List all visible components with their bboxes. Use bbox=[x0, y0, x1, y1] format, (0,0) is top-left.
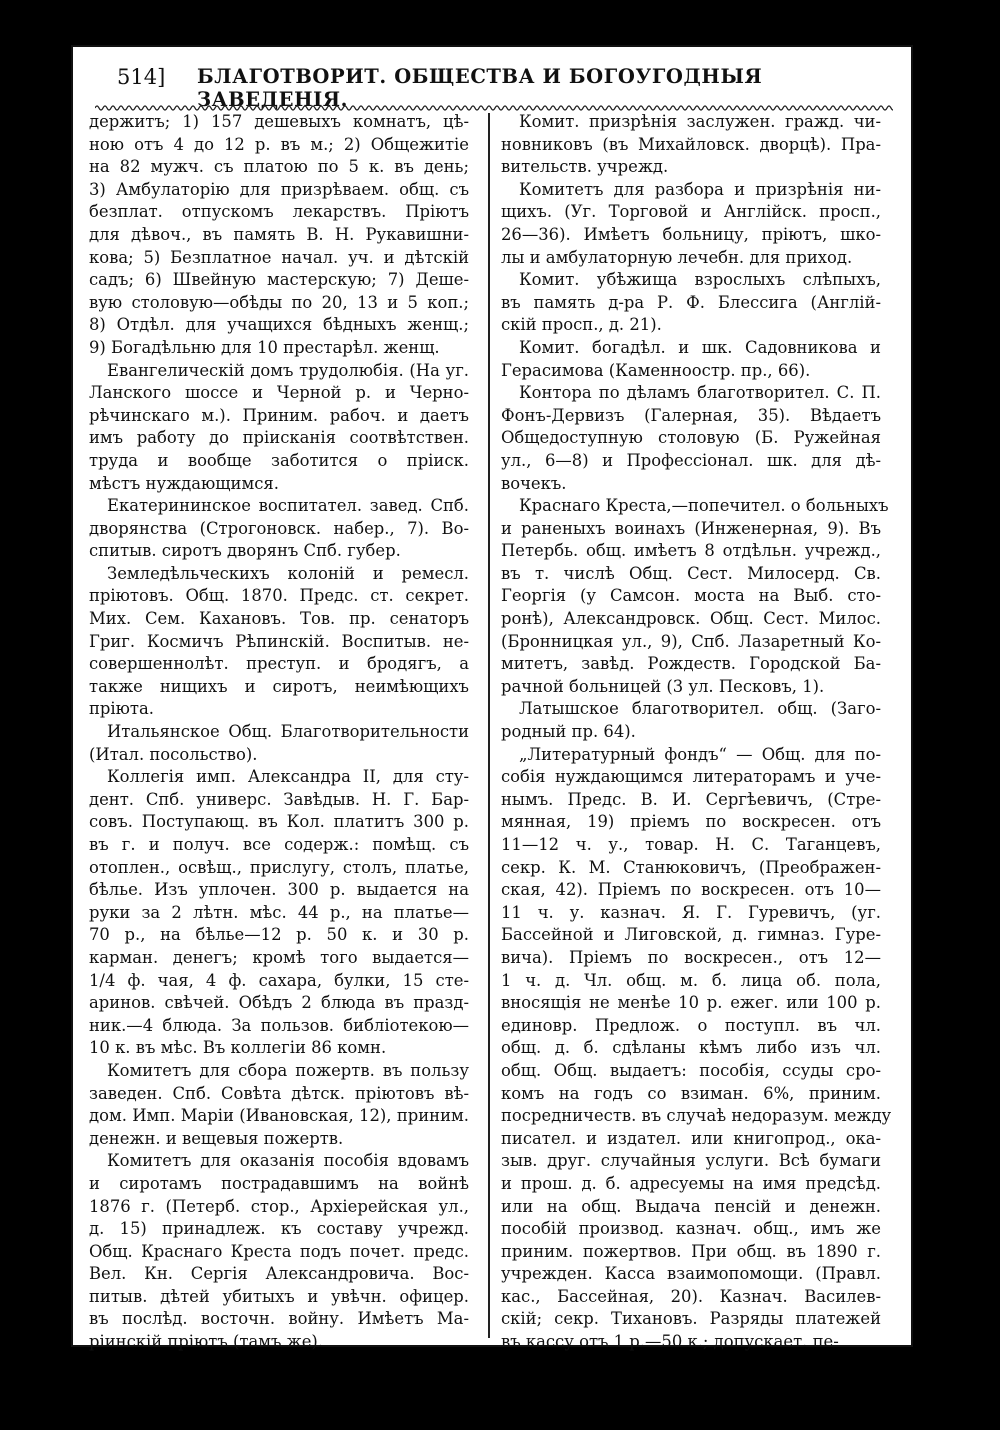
text-line: 11—12 ч. у., товар. Н. С. Таганцевъ, bbox=[501, 835, 881, 854]
text-line: кова; 5) Безплатное начал. уч. и дѣтскій bbox=[89, 247, 469, 267]
text-line: Григ. Космичъ Рѣпинскій. Воспитыв. не- bbox=[89, 631, 469, 651]
text-line: вую столовую—обѣды по 20, 13 и 5 коп.; bbox=[89, 292, 469, 312]
text-line: учрежден. Касса взаимопомощи. (Правл. bbox=[501, 1264, 881, 1284]
page-header bbox=[73, 65, 911, 111]
text-line: Фонъ-Дервизъ (Галерная, 35). Вѣдаетъ bbox=[501, 405, 881, 425]
text-line: ріинскій пріютъ (тамъ же). bbox=[89, 1332, 324, 1352]
text-line: Комит. убѣжища взрослыхъ слѣпыхъ, bbox=[519, 270, 881, 290]
text-line: вочекъ. bbox=[501, 473, 567, 493]
text-line: митетъ, завѣд. Рождеств. Городской Ба- bbox=[501, 654, 881, 674]
text-line: единовр. Предлож. о поступл. въ чл. bbox=[501, 1015, 881, 1035]
text-line: Мих. Сем. Кахановъ. Тов. пр. сенаторъ bbox=[89, 609, 469, 629]
text-line: труда и вообще заботится о пріиск. bbox=[89, 450, 469, 470]
text-line: также нищихъ и сиротъ, неимѣющихъ bbox=[89, 676, 469, 696]
text-line: Общ. Краснаго Креста подъ почет. предс. bbox=[89, 1241, 469, 1261]
text-line: Евангелическій домъ трудолюбія. (На уг. bbox=[107, 360, 469, 380]
text-line: пособій производ. казнач. общ., имъ же bbox=[501, 1219, 881, 1239]
text-line: вительств. учрежд. bbox=[501, 157, 669, 177]
text-line: Вел. Кн. Сергія Александровича. Вос- bbox=[89, 1264, 469, 1284]
text-line: 1 ч. д. Чл. общ. м. б. лица об. пола, bbox=[501, 970, 881, 990]
text-line: дом. Имп. Маріи (Ивановская, 12), приним. bbox=[89, 1106, 469, 1126]
text-line: Ланского шоссе и Черной р. и Черно- bbox=[89, 383, 469, 403]
text-line: въ кассу отъ 1 р.—50 к.; допускает. пе- bbox=[501, 1332, 839, 1352]
text-line: комъ на годъ со взиман. 6%, приним. bbox=[501, 1083, 881, 1103]
text-line: для дѣвоч., въ память В. Н. Рукавишни- bbox=[89, 224, 469, 244]
text-line: Бассейной и Лиговской, д. гимназ. Гуре- bbox=[501, 925, 881, 945]
text-line: Петербь. общ. имѣетъ 8 отдѣльн. учрежд., bbox=[501, 541, 881, 561]
text-line: щихъ. (Уг. Торговой и Англійск. просп., bbox=[501, 202, 881, 222]
text-line: или на общ. Выдача пенсій и денежн. bbox=[501, 1196, 881, 1216]
text-line: Георгія (у Самсон. моста на Выб. сто- bbox=[501, 586, 881, 606]
text-line: Контора по дѣламъ благотворител. С. П. bbox=[519, 383, 881, 403]
text-line: 70 р., на бѣлье—12 р. 50 к. и 30 р. bbox=[89, 925, 469, 945]
text-line: питыв. дѣтей убитыхъ и увѣчн. офицер. bbox=[89, 1286, 469, 1306]
text-line: пріютовъ. Общ. 1870. Предс. ст. секрет. bbox=[89, 586, 469, 606]
text-line: садъ; 6) Швейную мастерскую; 7) Деше- bbox=[89, 270, 469, 290]
text-line: скій просп., д. 21). bbox=[501, 315, 662, 335]
text-line: рѣчинскаго м.). Приним. рабоч. и даетъ bbox=[89, 405, 469, 425]
text-line: дворянства (Строгоновск. набер., 7). Во- bbox=[89, 518, 469, 538]
text-line: общ. Общ. выдаетъ: пособія, ссуды сро- bbox=[501, 1060, 881, 1080]
text-line: общ. д. б. сдѣланы кѣмъ либо изъ чл. bbox=[501, 1038, 881, 1058]
text-line: 10 к. въ мѣс. Въ коллегіи 86 комн. bbox=[89, 1038, 387, 1058]
text-line: родный пр. 64). bbox=[501, 722, 636, 742]
running-title: БЛАГОТВОРИТ. ОБЩЕСТВА И БОГОУГОДНЫЯ ЗАВЕДЕНІЯ. bbox=[197, 65, 763, 111]
text-line: рачной больницей (3 ул. Песковъ, 1). bbox=[501, 676, 825, 696]
text-line: нымъ. Предс. В. И. Сергѣевичъ, (Стре- bbox=[501, 789, 881, 809]
right-column bbox=[501, 111, 892, 1354]
text-line: Комит. богадѣл. и шк. Садовникова и bbox=[519, 337, 881, 357]
text-line: безплат. отпускомъ лекарствъ. Пріютъ bbox=[89, 202, 469, 222]
text-line: (Итал. посольство). bbox=[89, 744, 258, 764]
text-line: 9) Богадѣльню для 10 престарѣл. женщ. bbox=[89, 337, 440, 357]
text-line: ронѣ), Александровск. Общ. Сест. Милос. bbox=[501, 609, 881, 629]
text-line: новниковъ (въ Михайловск. дворцѣ). Пра- bbox=[501, 134, 881, 154]
text-line: „Литературный фондъ“ — Общ. для по- bbox=[519, 744, 881, 764]
text-line: въ память д-ра Р. Ф. Блессига (Англій- bbox=[501, 292, 881, 312]
text-line: и раненыхъ воинахъ (Инженерная, 9). Въ bbox=[501, 518, 881, 538]
left-column bbox=[89, 111, 469, 1354]
text-line: спитыв. сиротъ дворянъ Спб. губер. bbox=[89, 541, 401, 561]
text-line: 11 ч. у. казнач. Я. Г. Гуревичъ, (уг. bbox=[501, 902, 881, 922]
text-line: въ т. числѣ Общ. Сест. Милосерд. Св. bbox=[501, 563, 881, 583]
text-line: Общедоступную столовую (Б. Ружейная bbox=[501, 428, 881, 448]
text-line: Итальянское Общ. Благотворительности bbox=[107, 722, 469, 742]
text-line: бѣлье. Изъ уплочен. 300 р. выдается на bbox=[89, 880, 469, 900]
text-line: отоплен., освѣщ., прислугу, столъ, платье, bbox=[89, 857, 469, 877]
text-line: ник.—4 блюда. За пользов. библіотекою— bbox=[89, 1015, 469, 1035]
text-line: заведен. Спб. Совѣта дѣтск. пріютовъ вѣ- bbox=[89, 1083, 469, 1103]
text-line: аринов. свѣчей. Обѣдъ 2 блюда въ празд- bbox=[89, 993, 469, 1013]
text-line: скій; секр. Тихановъ. Разряды платежей bbox=[501, 1309, 881, 1329]
column-divider bbox=[488, 113, 490, 1338]
text-line: дент. Спб. универс. Завѣдыв. Н. Г. Бар- bbox=[89, 789, 469, 809]
text-line: Латышское благотворител. общ. (Заго- bbox=[519, 699, 881, 719]
text-line: держитъ; 1) 157 дешевыхъ комнатъ, цѣ- bbox=[89, 112, 469, 131]
text-line: мѣстъ нуждающимся. bbox=[89, 473, 279, 493]
text-line: Комитетъ для сбора пожертв. въ пользу bbox=[107, 1060, 469, 1080]
text-line: писател. и издател. или книгопрод., ока- bbox=[501, 1128, 881, 1148]
text-line: (Бронницкая ул., 9), Спб. Лазаретный Ко- bbox=[501, 631, 881, 651]
text-line: на 82 мужч. съ платою по 5 к. въ день; bbox=[89, 157, 469, 177]
text-line: денежн. и вещевыя пожертв. bbox=[89, 1128, 344, 1148]
text-line: ская, 42). Пріемъ по воскресен. отъ 10— bbox=[501, 880, 881, 900]
text-line: Комитетъ для разбора и призрѣнія ни- bbox=[519, 179, 881, 199]
text-line: секр. К. М. Станюковичъ, (Преображен- bbox=[501, 857, 881, 877]
text-line: Комитетъ для оказанія пособія вдовамъ bbox=[107, 1151, 469, 1171]
text-line: приним. пожертвов. При общ. въ 1890 г. bbox=[501, 1241, 881, 1261]
page-number: 514] bbox=[117, 65, 166, 89]
text-line: собія нуждающимся литераторамъ и уче- bbox=[501, 767, 881, 787]
text-line: имъ работу до пріисканія соотвѣтствен. bbox=[89, 428, 469, 448]
text-line: 1/4 ф. чая, 4 ф. сахара, булки, 15 сте- bbox=[89, 970, 469, 990]
text-line: 3) Амбулаторію для призрѣваем. общ. съ bbox=[89, 179, 469, 199]
text-line: 8) Отдѣл. для учащихся бѣдныхъ женщ.; bbox=[89, 315, 469, 335]
text-line: вича). Пріемъ по воскресен., отъ 12— bbox=[501, 947, 881, 967]
text-line: руки за 2 лѣтн. мѣс. 44 р., на платье— bbox=[89, 902, 469, 922]
text-line: совершеннолѣт. преступ. и бродягъ, а bbox=[89, 654, 469, 674]
text-line: карман. денегъ; кромѣ того выдается— bbox=[89, 947, 469, 967]
text-line: въ послѣд. восточн. войну. Имѣетъ Ма- bbox=[89, 1309, 469, 1329]
text-line: Екатерининское воспитател. завед. Спб. bbox=[107, 496, 469, 516]
text-line: совъ. Поступающ. въ Кол. платитъ 300 р. bbox=[89, 812, 469, 832]
text-line: мянная, 19) пріемъ по воскресен. отъ bbox=[501, 812, 881, 832]
text-line: Земледѣльческихъ колоній и ремесл. bbox=[107, 563, 469, 583]
text-line: кас., Бассейная, 20). Казнач. Василев- bbox=[501, 1286, 881, 1306]
text-line: Краснаго Креста,—попечител. о больныхъ bbox=[519, 496, 889, 516]
text-line: и прош. д. б. адресуемы на имя предсѣд. bbox=[501, 1173, 881, 1193]
text-line: Герасимова (Каменноостр. пр., 66). bbox=[501, 360, 811, 380]
text-line: ул., 6—8) и Профессіонал. шк. для дѣ- bbox=[501, 450, 881, 470]
text-line: посредничеств. въ случаѣ недоразум. между bbox=[501, 1106, 892, 1126]
text-line: вносящія не менѣе 10 р. ежег. или 100 р. bbox=[501, 993, 881, 1013]
text-line: ною отъ 4 до 12 р. въ м.; 2) Общежитіе bbox=[89, 134, 469, 154]
text-line: Коллегія имп. Александра II, для сту- bbox=[107, 767, 469, 787]
text-line: 1876 г. (Петерб. стор., Архіерейская ул., bbox=[89, 1196, 469, 1216]
text-line: и сиротамъ пострадавшимъ на войнѣ bbox=[89, 1173, 469, 1193]
book-page bbox=[71, 45, 913, 1352]
text-line: Комит. призрѣнія заслужен. гражд. чи- bbox=[519, 112, 881, 131]
text-line: лы и амбулаторную лечебн. для приход. bbox=[501, 247, 853, 267]
text-line: зыв. друг. случайныя услуги. Всѣ бумаги bbox=[501, 1151, 881, 1171]
text-line: 26—36). Имѣетъ больницу, пріютъ, шко- bbox=[501, 224, 881, 244]
text-line: пріюта. bbox=[89, 699, 154, 719]
text-line: д. 15) принадлеж. къ составу учрежд. bbox=[89, 1219, 469, 1239]
text-line: въ г. и получ. все содерж.: помѣщ. съ bbox=[89, 835, 469, 854]
